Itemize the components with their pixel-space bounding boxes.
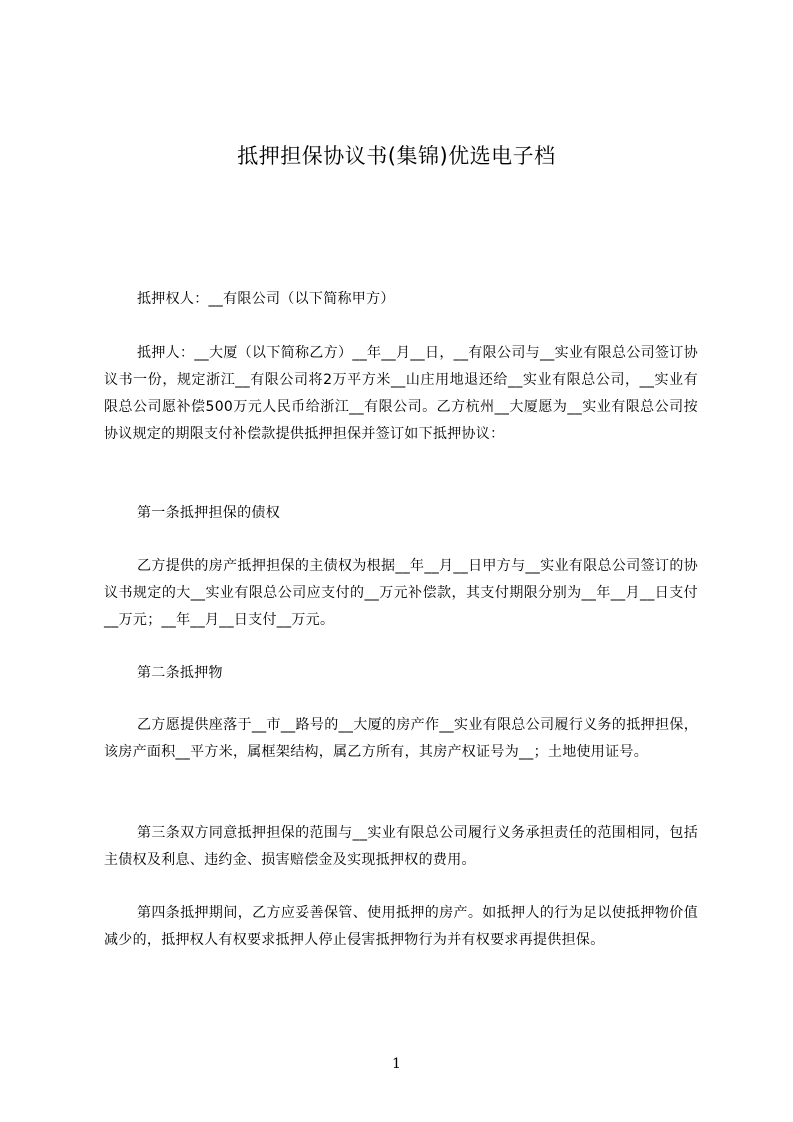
article-1-heading: 第一条抵押担保的债权 [137,505,280,521]
article-3-body: 第三条双方同意抵押担保的范围与__实业有限总公司履行义务承担责任的范围相同，包括主债权及利息、违约金、损害赔偿金及实现抵押权的费用。 [104,825,698,868]
article-4-body: 第四条抵押期间，乙方应妥善保管、使用抵押的房产。如抵押人的行为足以使抵押物价值减少的，抵押权人有权要求抵押人停止侵害抵押物行为并有权要求再提供担保。 [104,905,698,948]
mortgagor-paragraph: 抵押人：__大厦（以下简称乙方）__年__月__日，__有限公司与__实业有限总公司签订协议书一份，规定浙江__有限公司将2万平方米__山庄用地退还给__实业有限总公司，__实业有限总公司愿补偿500万元人民币给浙江__有限公司。乙方杭州__大厦愿为__实业有限总公司按协议规定的期限支付补偿款提供抵押担保并签订如下抵押协议： [104,345,698,442]
mortgagee-line: 抵押权人：__有限公司（以下简称甲方） [137,291,395,307]
document-title: 抵押担保协议书(集锦)优选电子档 [237,144,556,168]
article-2-body: 乙方愿提供座落于__市__路号的__大厦的房产作__实业有限总公司履行义务的抵押担保，该房产面积__平方米，属框架结构，属乙方所有，其房产权证号为__；土地使用证号。 [104,717,698,760]
article-2-heading: 第二条抵押物 [137,665,223,681]
article-1-body: 乙方提供的房产抵押担保的主债权为根据__年__月__日甲方与__实业有限总公司签订的协议书规定的大__实业有限总公司应支付的__万元补偿款，其支付期限分别为__年__月__日支付__万元；__年__月__日支付__万元。 [104,558,698,628]
page-number: 1 [392,1056,401,1072]
